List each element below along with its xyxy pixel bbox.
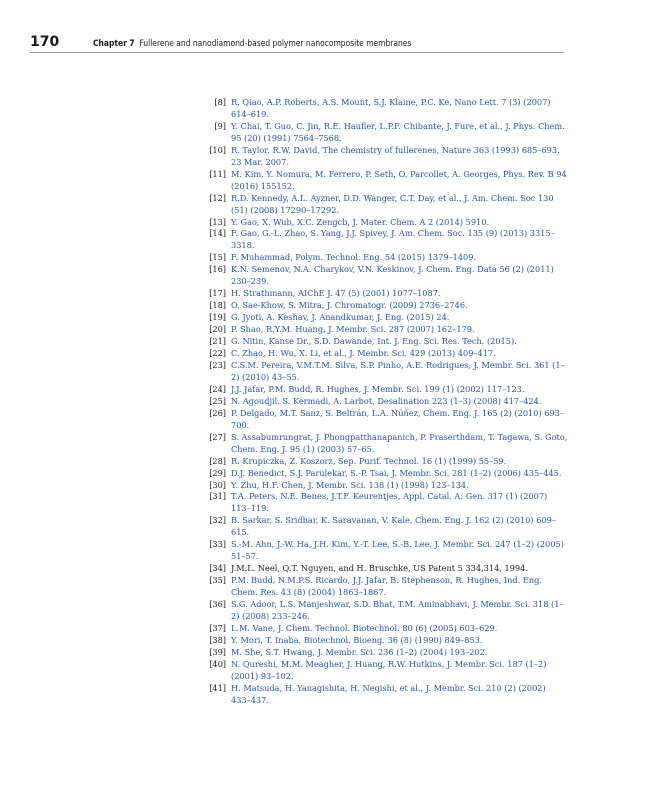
reference-link[interactable]: G. Nitin, Kanse Dr., S.D. Dawande, Int. J. Eng. Sci. Res. Tech. (2015).	[231, 336, 517, 347]
reference-number: [34]	[209, 563, 226, 574]
reference-item[interactable]	[206, 121, 568, 145]
reference-item[interactable]	[206, 336, 568, 348]
reference-link[interactable]: M. Kim, Y. Nomura, M. Ferrero, P. Seth, O. Parcollet, A. Georges, Phys. Rev. B 94 (2016) 155152.	[231, 168, 567, 191]
reference-number: [26]	[209, 407, 226, 418]
reference-link[interactable]: S.G. Adoor, L.S. Manjeshwar, S.D. Bhat, T.M. Aminabhavi, J. Membr. Sci. 318 (1–2) (2008) 233–246.	[231, 599, 564, 621]
reference-number: [23]	[209, 359, 226, 370]
reference-link[interactable]: C.S.M. Pereira, V.M.T.M. Silva, S.P. Pinho, A.E. Rodrigues, J. Membr. Sci. 361 (1–2) (2010) 43–55.	[231, 359, 565, 382]
reference-number: [19]	[209, 312, 226, 323]
reference-item[interactable]	[206, 599, 568, 623]
reference-number: [15]	[209, 252, 226, 263]
reference-number: [17]	[209, 288, 226, 299]
chapter-title: Fullerene and nanodiamond-based polymer nanocomposite membranes	[139, 38, 412, 48]
reference-number: [32]	[209, 515, 226, 526]
reference-number: [11]	[209, 168, 226, 179]
reference-item[interactable]	[206, 683, 568, 707]
reference-item[interactable]	[206, 647, 568, 659]
reference-number: [35]	[209, 575, 226, 586]
reference-number: [38]	[209, 634, 226, 645]
reference-item[interactable]	[206, 300, 568, 312]
reference-number: [24]	[209, 383, 226, 394]
chapter-label: Chapter 7	[93, 38, 135, 48]
reference-item[interactable]	[206, 480, 568, 492]
reference-item[interactable]	[206, 575, 568, 599]
reference-item[interactable]	[206, 252, 568, 264]
reference-link[interactable]: S. Assabumrungrat, J. Phongpatthanapanich, P. Praserthdam, T. Tagawa, S. Goto, Chem. Eng. J. 95 (1) (2003) 57–65.	[231, 431, 568, 454]
reference-link[interactable]: C. Zhao, H. Wu, X. Li, et al., J. Membr. Sci. 429 (2013) 409–417.	[231, 348, 496, 359]
reference-item[interactable]	[206, 491, 568, 515]
reference-link[interactable]: P.M. Budd, N.M.P.S. Ricardo, J.J. Jafar, B. Stephenson, R. Hughes, Ind. Eng. Chem. Res. 43 (8) (2004) 1863–1867.	[231, 575, 542, 598]
reference-item[interactable]	[206, 623, 568, 635]
reference-number: [27]	[209, 431, 226, 442]
reference-text: J.M.L. Neel, Q.T. Nguyen, and H. Bruschke, US Patent 5 334,314, 1994.	[231, 563, 528, 574]
reference-link[interactable]: R. Krupiczka, Z. Koszorz, Sep. Purif. Technol. 16 (1) (1999) 55–59.	[231, 455, 507, 466]
reference-item[interactable]	[206, 217, 568, 229]
reference-link[interactable]: L.M. Vane, J. Chem. Technol. Biotechnol. 80 (6) (2005) 603–629.	[231, 622, 498, 633]
reference-item[interactable]	[206, 468, 568, 480]
reference-item[interactable]	[206, 97, 568, 121]
reference-number: [12]	[209, 192, 226, 203]
reference-number: [13]	[209, 216, 226, 227]
reference-item[interactable]	[206, 432, 568, 456]
reference-link[interactable]: R. Taylor, R.W. David, The chemistry of fullerenes, Nature 363 (1993) 685–693. 23 Mar. 2007.	[231, 144, 560, 167]
reference-number: [30]	[209, 479, 226, 490]
reference-number: [10]	[209, 144, 226, 155]
reference-link[interactable]: P. Delgado, M.T. Sanz, S. Beltrán, L.A. Núñez, Chem. Eng. J. 165 (2) (2010) 693–700.	[231, 407, 564, 430]
reference-link[interactable]: M. She, S.T. Hwang, J. Membr. Sci. 236 (1–2) (2004) 193–202.	[231, 646, 488, 657]
reference-item[interactable]	[206, 169, 568, 193]
reference-number: [8]	[214, 97, 226, 107]
reference-link[interactable]: F. Muhammad, Polym. Technol. Eng. 54 (2015) 1379–1409.	[231, 252, 477, 263]
reference-number: [33]	[209, 539, 226, 550]
reference-link[interactable]: P. Shao, R.Y.M. Huang, J. Membr. Sci. 287 (2007) 162–179.	[231, 324, 475, 335]
reference-number: [41]	[209, 682, 226, 693]
reference-item[interactable]	[206, 228, 568, 252]
reference-number: [39]	[209, 646, 226, 657]
reference-item[interactable]	[206, 396, 568, 408]
reference-list	[206, 97, 568, 707]
reference-link[interactable]: N. Qureshi, M.M. Meagher, J. Huang, R.W. Hutkins, J. Membr. Sci. 187 (1–2) (2001) 93–102.	[231, 658, 547, 681]
reference-item[interactable]	[206, 456, 568, 468]
reference-link[interactable]: S.-M. Ahn, J.-W. Ha, J.H. Kim, Y.-T. Lee, S.-B. Lee, J. Membr. Sci. 247 (1–2) (2005) 51–57.	[231, 539, 564, 562]
reference-number: [40]	[209, 658, 226, 669]
reference-number: [29]	[209, 467, 226, 478]
reference-number: [36]	[209, 599, 226, 610]
reference-item[interactable]	[206, 312, 568, 324]
reference-link[interactable]: B. Sarkar, S. Sridhar, K. Saravanan, V. Kale, Chem. Eng. J. 162 (2) (2010) 609–615.	[231, 515, 556, 538]
page-number: 170	[30, 34, 60, 50]
reference-number: [31]	[209, 491, 226, 502]
reference-item[interactable]	[206, 145, 568, 169]
reference-number: [25]	[209, 395, 226, 406]
reference-item[interactable]	[206, 288, 568, 300]
reference-number: [18]	[209, 300, 226, 311]
reference-link[interactable]: H. Strathmann, AIChE J. 47 (5) (2001) 1077–1087.	[231, 288, 441, 299]
reference-link[interactable]: Y. Chai, T. Guo, C. Jin, R.E. Haufler, L.P.F. Chibante, J. Fure, et al., J. Phys. Chem. 95 (20) (1991) 7564–7568.	[231, 120, 565, 143]
reference-item[interactable]	[206, 539, 568, 563]
reference-item[interactable]	[206, 324, 568, 336]
header-rule	[30, 52, 564, 53]
reference-item[interactable]	[206, 659, 568, 683]
reference-link[interactable]: T.A. Peters, N.E. Benes, J.T.F. Keurentjes, Appl. Catal. A: Gen. 317 (1) (2007) 113–119.	[231, 491, 548, 514]
reference-link[interactable]: F. Gao, G.-L. Zhao, S. Yang, J.J. Spivey, J. Am. Chem. Soc. 135 (9) (2013) 3315–3318.	[231, 228, 555, 251]
reference-number: [16]	[209, 264, 226, 275]
reference-item[interactable]	[206, 193, 568, 217]
reference-link[interactable]: Y. Mori, T. Inaba, Biotechnol. Bioeng. 36 (8) (1990) 849–853.	[231, 634, 483, 645]
reference-link[interactable]: O. Sae-Khow, S. Mitra, J. Chromatogr. (2009) 2736–2746.	[231, 300, 468, 311]
reference-link[interactable]: Y. Gao, X. Wub, X.C. Zengcb, J. Mater. Chem. A 2 (2014) 5910.	[231, 216, 490, 227]
reference-number: [20]	[209, 324, 226, 335]
reference-item[interactable]	[206, 635, 568, 647]
reference-number: [28]	[209, 455, 226, 466]
reference-link[interactable]: D.J. Benedict, S.J. Parulekar, S.-P. Tsai, J. Membr. Sci. 281 (1–2) (2006) 435–445.	[231, 467, 562, 478]
reference-link[interactable]: J.J. Jafar, P.M. Budd, R. Hughes, J. Membr. Sci. 199 (1) (2002) 117–123.	[231, 383, 525, 394]
reference-link[interactable]: R. Qiao, A.P. Roberts, A.S. Mount, S.J. Klaine, P.C. Ke, Nano Lett. 7 (3) (2007) 614–619.	[231, 97, 551, 119]
reference-link[interactable]: R.D. Kennedy, A.L. Ayzner, D.D. Wanger, C.T. Day, et al., J. Am. Chem. Soc 130 (51) (2008) 17290–17292.	[231, 192, 554, 215]
reference-number: [14]	[209, 228, 226, 239]
reference-number: [37]	[209, 622, 226, 633]
reference-link[interactable]: K.N. Semenov, N.A. Charykov, V.N. Keskinov, J. Chem. Eng. Data 56 (2) (2011) 230–239.	[231, 264, 554, 287]
reference-link[interactable]: H. Matsuda, H. Yanagishita, H. Negishi, et al., J. Membr. Sci. 210 (2) (2002) 433–437.	[231, 682, 546, 705]
reference-link[interactable]: N. Agoudjil, S. Kermadi, A. Larbot, Desalination 223 (1–3) (2008) 417–424.	[231, 395, 542, 406]
reference-item[interactable]	[206, 348, 568, 360]
reference-item[interactable]	[206, 408, 568, 432]
reference-item	[206, 563, 568, 575]
reference-number: [22]	[209, 348, 226, 359]
reference-link[interactable]: Y. Zhu, H.F. Chen, J. Membr. Sci. 138 (1) (1998) 123–134.	[231, 479, 469, 490]
reference-link[interactable]: G. Jyoti, A. Keshav, J. Anandkumar, J. Eng. (2015) 24.	[231, 312, 450, 323]
reference-number: [21]	[209, 336, 226, 347]
reference-number: [9]	[214, 120, 226, 131]
running-title	[93, 38, 411, 48]
reference-item[interactable]	[206, 264, 568, 288]
reference-item[interactable]	[206, 515, 568, 539]
reference-item[interactable]	[206, 360, 568, 384]
reference-item[interactable]	[206, 384, 568, 396]
